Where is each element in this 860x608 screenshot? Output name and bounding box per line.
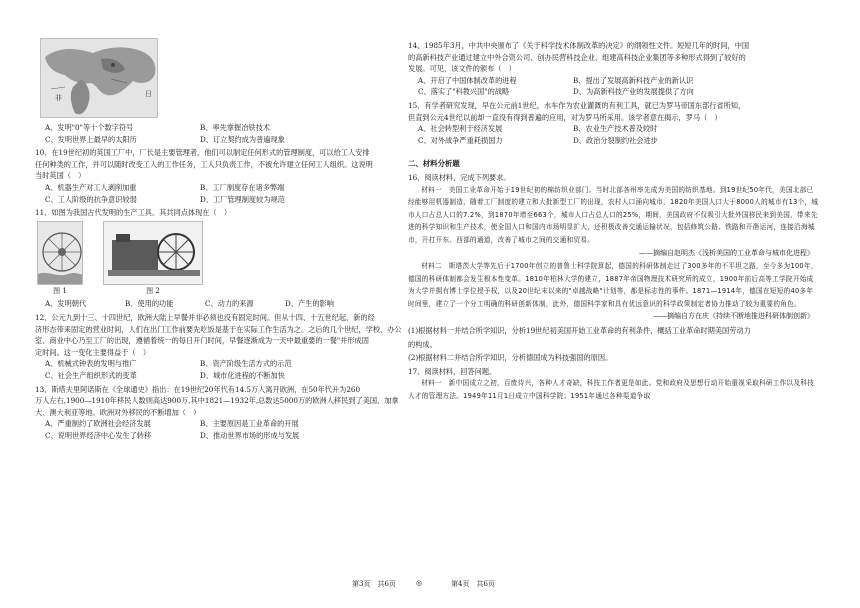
q15-option-b: B、农业生产技术普及较时 [573, 124, 658, 134]
q14-options [408, 75, 820, 98]
q11-option-d: D、产生的影响 [285, 299, 334, 309]
q12-option-c: C、社会生产组织形式的变革 [45, 370, 137, 380]
q13-options [35, 418, 407, 441]
q15-stem [408, 100, 820, 123]
waterwheel-sketch [37, 221, 83, 285]
q17-intro: 17、阅读材料，回答问题。 [408, 366, 497, 376]
q16-source-2: ——摘编自方在庆《持续不断地推进科研体制创新》 [653, 312, 814, 321]
q15-line-1: 15、有学者研究发现，早在公元前1世纪，水车作为农业灌溉的有利工具，就已为罗马帝国东部行省所知， [408, 100, 746, 110]
q15-line-2: 但直到公元4世纪以前却一直没有得到普遍的应用，对为罗马所采用。该学者意在揭示，罗马（ ） [408, 112, 722, 122]
q14-option-d: D、为高新科技产业的发展提供了方向 [573, 87, 694, 97]
q16-requirement-1b: 的构成。 [408, 339, 437, 349]
q13-option-b: B、主要原因是工业革命的开展 [200, 419, 299, 429]
q14-stem [408, 40, 820, 75]
q12-option-b: B、资产阶级生活方式的示范 [200, 359, 292, 369]
left-page-column [35, 38, 407, 441]
q13-line-2: 万人左右,1900—1910年移民人数则高达900万,其中1821—1932年,总数达5000万的欧洲人移民到了美国、加拿 [35, 396, 399, 406]
q12-option-d: D、城市化进程的不断加快 [200, 370, 285, 380]
q9-option-d: D、订立契约成为普遍现象 [200, 134, 285, 144]
figure-2-caption: 图 2 [146, 286, 160, 295]
q11-options [35, 298, 407, 310]
q10-options [35, 182, 407, 205]
right-page-number: 第4页 共6页 [451, 580, 495, 588]
q10-line-3: 当时英国（ ） [35, 171, 86, 181]
q10-option-c: C、工人阶级的抗争意识较弱 [45, 194, 137, 204]
world-map-figure [40, 38, 158, 118]
q11-option-a: A、发明朝代 [45, 299, 87, 309]
q9-option-a: A、发明"0"等十个数字符号 [45, 123, 134, 132]
left-page-number: 第3页 共6页 [352, 580, 396, 588]
q9-option-b: B、率先掌握冶铁技术 [200, 123, 270, 132]
q11-stem: 11、如图为我国古代发明的生产工具。其共同点体现在（ ） [35, 208, 232, 218]
q16-source-1: ——摘编自赵明杰《浅析美国的工业革命与城市化进程》 [639, 248, 814, 257]
q11-option-b: B、使用的功能 [125, 299, 174, 309]
q13-option-c: C、说明世界经济中心发生了转移 [45, 430, 152, 440]
q10-option-a: A、机器生产对工人剥削加重 [45, 182, 137, 192]
q14-option-c: C、落实了"科教兴国"的战略 [418, 87, 510, 97]
q10-option-b: B、工厂制度存在诸多弊端 [200, 182, 285, 192]
q16-requirement-2: (2)根据材料二并结合所学知识，分析德国成为科技强国的原因。 [408, 353, 613, 363]
q15-options [408, 123, 820, 146]
q9-options [35, 122, 407, 145]
figure-1-caption: 图 1 [53, 286, 67, 295]
q10-line-2: 任何种类的工作，并可以随时改变工人的工作任务，工人只负责工作，不被允许建立任何工人组织。这说明 [35, 159, 373, 169]
q14-line-3: 发展。可见，该文件的颁布（ ） [408, 64, 516, 74]
q14-line-2: 的高新科技产业通过建立中外合资公司、创办民营科技企业、组建高科技企业集团等多种形式得到了较好的 [408, 52, 746, 62]
q10-line-1: 10、在19世纪初的英国工厂中，厂长是主要管理者，他们可以制定任何形式的管理制度，可以给工人安排 [35, 148, 370, 158]
map-label-2: 日 [145, 90, 152, 98]
q13-option-a: A、严重制约了欧洲社会经济发展 [45, 419, 151, 429]
q16-intro: 16、阅读材料，完成下列要求。 [408, 172, 511, 182]
q16-material-1: 材料一 美国工业革命开始于19世纪初的棉纺织业部门。当时北部各州率先成为美国的纺织基地。到19世纪50年代，美国北部已经能够用机器制造，随着工厂制度的建立和大批新型工厂的出现，农村人口涌向城市，1820年美国人口大于8000人的城市有13个，城市人口占总人口的7.2%，到1870年增至663个，城市人口占总人口的25%，期间，美国政府不仅吸引大批外国移民来到美国，带来先进的科学知识和生产技术，使全国人口和国内市场明显扩大，还积极改善交通运输状况，包括修筑公路、铁路和开凿运河，连接沿海城市，开打开东、西部的通道，改善了城市之间的交通和贸易。 [408, 185, 819, 244]
figure-1 [37, 221, 83, 298]
map-label-1: 非 [55, 94, 62, 102]
q15-option-c: C、对外战争严重耗损国力 [418, 135, 503, 145]
map-illustration [41, 39, 158, 118]
q12-option-a: A、机械式钟表的发明与推广 [45, 359, 137, 369]
binding-mark-icon: ◎ [416, 579, 423, 587]
q16-material-2: 材料二 斯塔茨大学等先后于1700年创立的普鲁士科学院算起，德国的科研体制走过了300多年的不平坦之路，至今多为100年，德国的科研体制都会发生根本性变革。1810年柏林大学的建立，1887年帝国物理技术研究所的成立，1900年前后高等工学院开始成为大学并拥有博士学位授予权，以及20世纪末以来的"卓越战略"计划等，都是标志性的事件。1871—1914年，德国在短短的40多年时间里，建立了一个分工明确的科研创新体制，此外，德国科学家和具有优远意识的科学政策制定者协力推动了较为重要的角色。 [408, 262, 818, 308]
q9-option-c: C、发明世界上最早的太阳历 [45, 134, 137, 144]
q15-option-d: D、政治分裂制约社会进步 [573, 135, 658, 145]
q12-line-4: 定时间。这一变化主要得益于（ ） [35, 347, 151, 357]
q10-stem [35, 147, 407, 182]
q12-line-1: 12、公元九到十三、十四世纪，欧洲大陆上早餐并非必须也没有固定时间。但从十四、十五世纪起，新的经 [35, 312, 375, 322]
right-page-column [408, 38, 820, 403]
mill-sketch [103, 221, 203, 285]
q10-option-d: D、工厂管理制度较为规范 [200, 194, 285, 204]
q16-requirement-1: (1)根据材料一并结合所学知识，分析19世纪初美国开始工业革命的有利条件，概括工业革命时期美国劳动力 [408, 326, 751, 336]
q13-line-3: 大、澳大利亚等地。欧洲对外移民的不断增加（ ） [35, 407, 201, 417]
q12-line-3: 室、商业中心乃至工厂的出现，遵循着统一的每日开门时间，早餐逐渐成为一天中最重要的一餐"并形成固 [35, 336, 369, 346]
q11-figures [37, 221, 407, 298]
q13-stem [35, 384, 407, 419]
section-title: 二、材料分析题 [408, 159, 460, 169]
q13-line-1: 13、斯塔夫里阿诺斯在《全球通史》指出：在19世纪20年代有14.5万人离开欧洲，在50年代升为260 [35, 384, 361, 394]
q12-options [35, 358, 407, 381]
q12-line-2: 济形态带来固定的营业时间，人们在出门工作前要先吃饭是基于在实际工作生活为之。之后的几个世纪，学校、办公 [35, 324, 402, 334]
q15-option-a: A、社会转型利于经济发展 [418, 124, 503, 134]
q14-line-1: 14、1985年3月，中共中央颁布了《关于科学技术体制改革的决定》的纲领性文件。短短几年的时间，中国 [408, 41, 750, 50]
q12-stem [35, 312, 407, 358]
q14-option-a: A、开启了中国体制改革的进程 [418, 75, 517, 85]
q13-option-d: D、推动世界市场的形成与发展 [200, 430, 300, 440]
q14-option-b: B、提出了发展高新科技产业的新认识 [573, 75, 694, 85]
q11-option-c: C、动力的来源 [205, 299, 254, 309]
figure-2 [103, 221, 203, 298]
q17-material-1: 材料一 新中国成立之初，百废待兴，各种人才奇缺，科技工作者更是如此。党和政府及思想行动开始重视采取科研工作以及科技人才的管理方法。1949年11月1日成立中国科学院；1951年通过各种渠道争取 [408, 379, 815, 401]
